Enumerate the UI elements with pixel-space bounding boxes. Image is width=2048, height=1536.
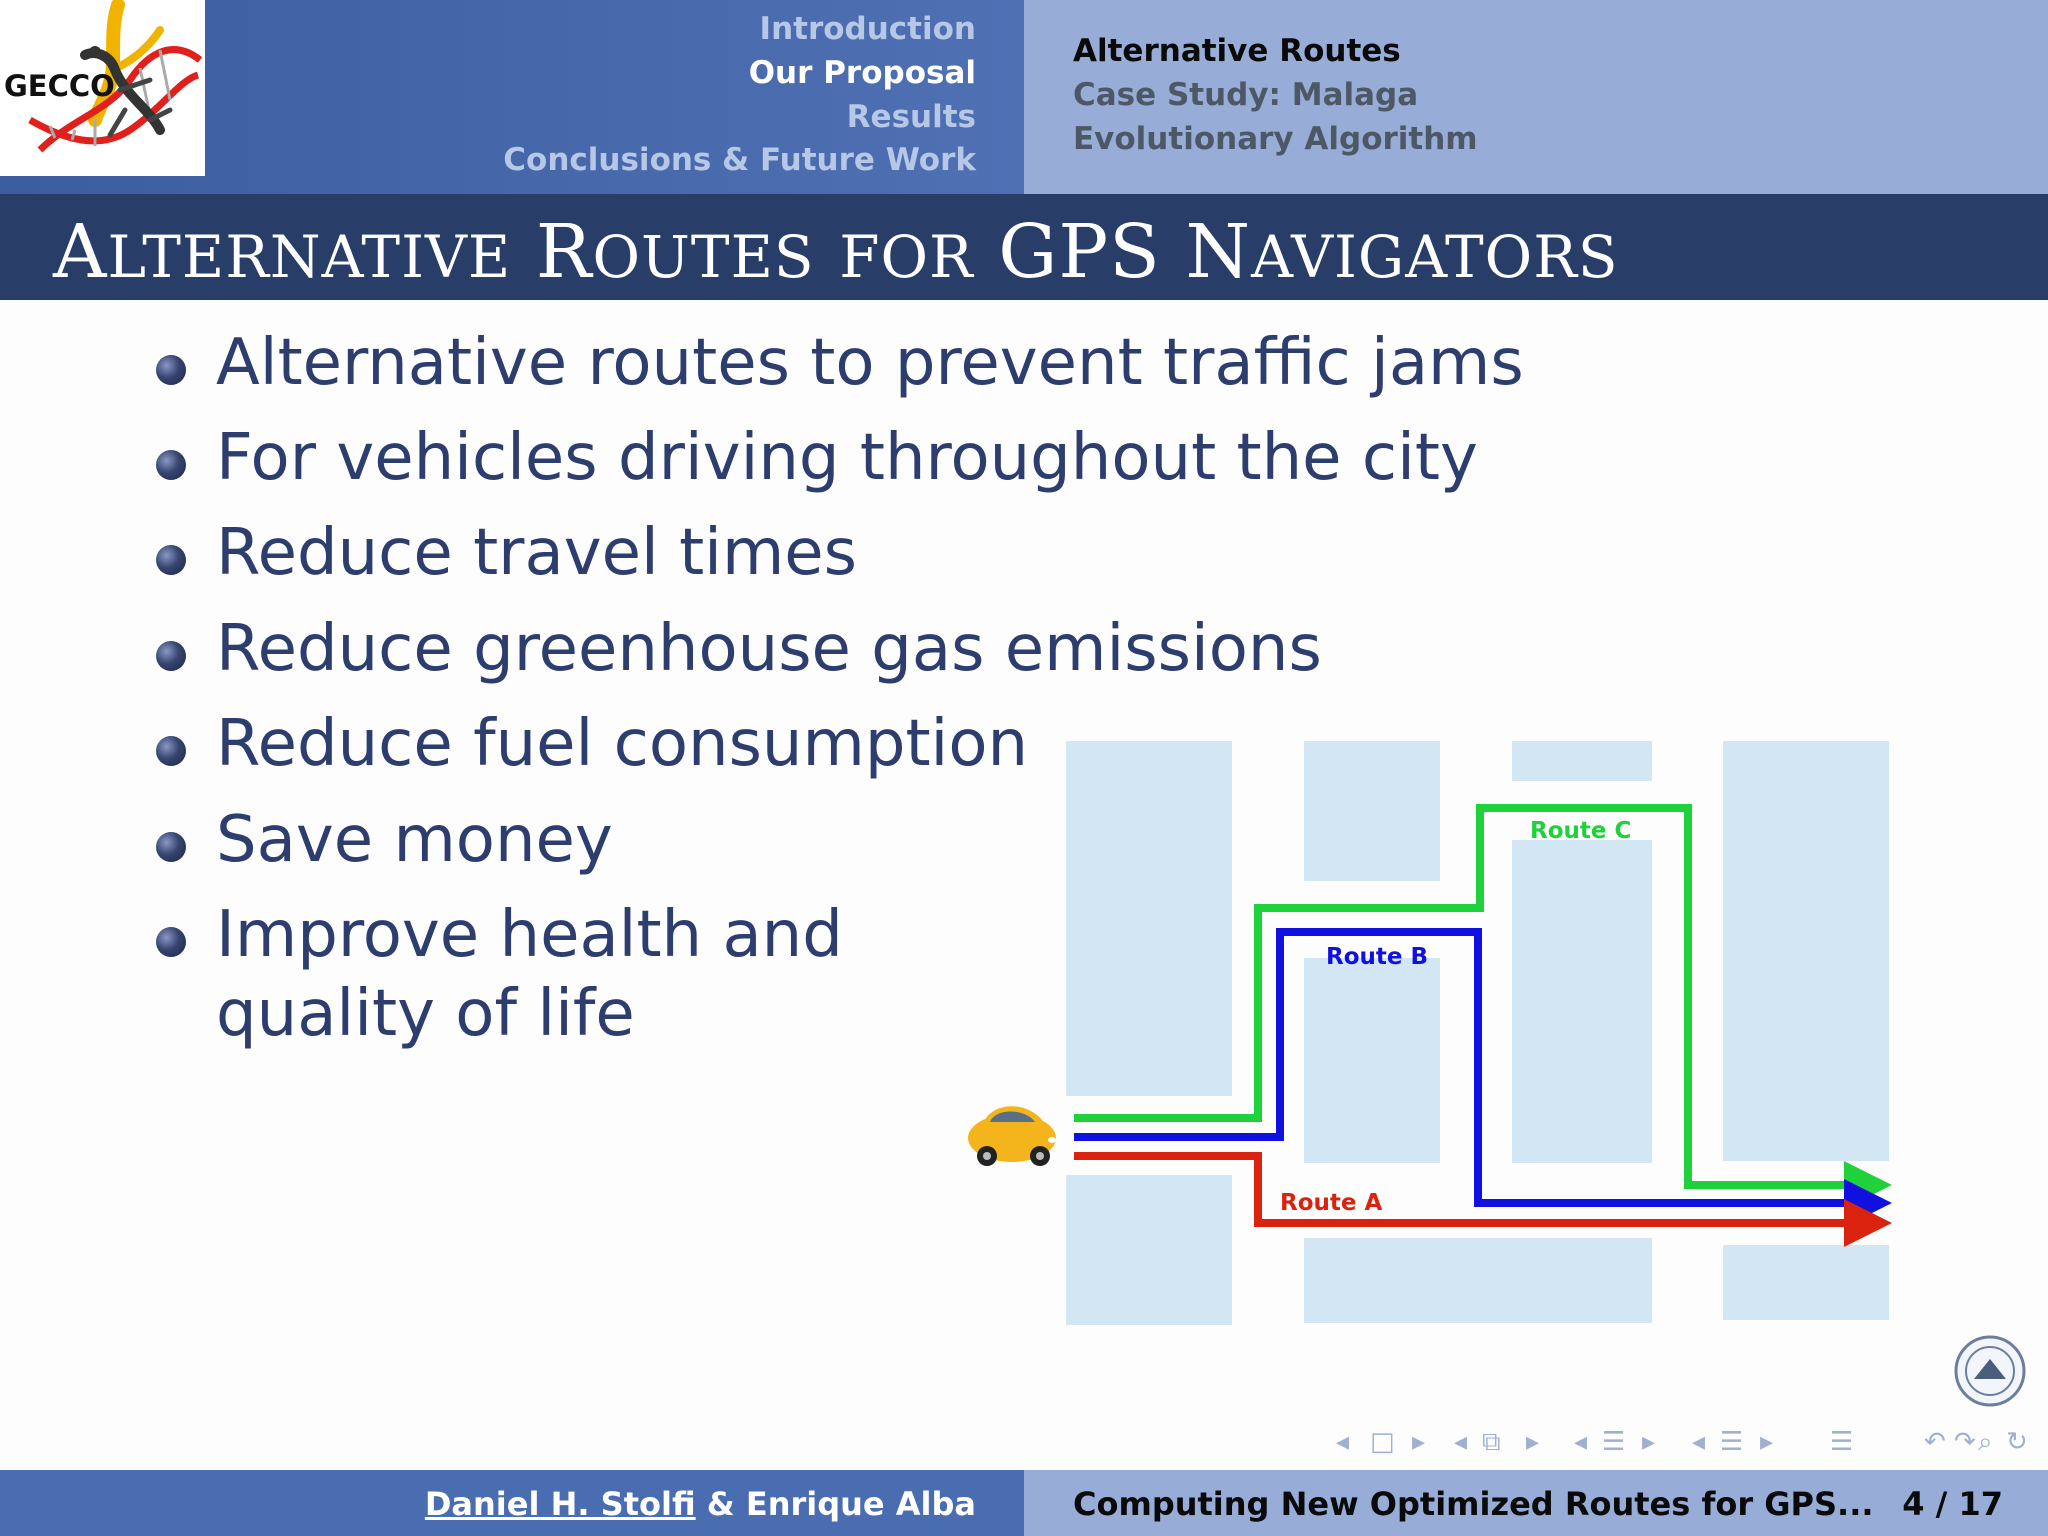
footer-author-rest: & Enrique Alba: [695, 1485, 976, 1523]
beamer-navigation-bar: [1330, 1422, 2030, 1462]
nav-subsection-evolutionary-algorithm[interactable]: Evolutionary Algorithm: [1073, 121, 1478, 157]
bullet-text-7-continued: quality of life: [216, 977, 635, 1051]
bullet-icon: [156, 355, 186, 385]
nav-doc-icon[interactable]: ☰: [1720, 1427, 1744, 1457]
bullet-icon: [156, 641, 186, 671]
city-block: [1304, 1238, 1652, 1323]
bullet-icon: [156, 927, 186, 957]
city-block: [1512, 840, 1652, 1163]
city-block: [1723, 741, 1889, 1161]
nav-prev-frame-icon[interactable]: ◂: [1336, 1427, 1350, 1457]
slide-title: ALTERNATIVE ROUTES FOR GPS NAVIGATORS: [53, 209, 1619, 295]
nav-prev-subsection-icon[interactable]: ◂: [1454, 1427, 1468, 1457]
nav-next-frame-icon[interactable]: ▸: [1412, 1427, 1426, 1457]
bullet-text-6: Save money: [216, 803, 613, 877]
bullet-text-7: Improve health and: [216, 898, 843, 972]
route-a-label: Route A: [1280, 1190, 1383, 1216]
nav-refresh-icon[interactable]: ↻: [2006, 1427, 2028, 1457]
footer-authors: [425, 1484, 976, 1524]
footer-presentation-title: Computing New Optimized Routes for GPS...: [1073, 1485, 1874, 1523]
route-c-label: Route C: [1530, 818, 1632, 844]
bullet-icon: [156, 545, 186, 575]
city-block: [1304, 741, 1440, 881]
bullet-text-5: Reduce fuel consumption: [216, 707, 1029, 781]
gecco-logo-text: GECCO: [4, 69, 115, 103]
nav-section-introduction[interactable]: Introduction: [759, 11, 976, 47]
nav-prev-doc-icon[interactable]: ◂: [1692, 1427, 1706, 1457]
bullet-text-1: Alternative routes to prevent traffic jams: [216, 326, 1524, 400]
bullet-text-4: Reduce greenhouse gas emissions: [216, 612, 1322, 686]
route-diagram: [950, 720, 1950, 1340]
nav-section-conclusions[interactable]: Conclusions & Future Work: [503, 142, 976, 178]
nav-subsection-icon[interactable]: ⧉: [1482, 1427, 1501, 1457]
nav-next-subsection-icon[interactable]: ▸: [1526, 1427, 1540, 1457]
nav-back-icon[interactable]: ↶: [1924, 1427, 1946, 1457]
nav-forward-icon[interactable]: ↷: [1954, 1427, 1976, 1457]
car-icon: [968, 1106, 1056, 1166]
nav-search-icon[interactable]: ⌕: [1978, 1427, 1993, 1457]
nav-next-section-icon[interactable]: ▸: [1642, 1427, 1656, 1457]
city-block: [1304, 958, 1440, 1163]
nav-section-our-proposal[interactable]: Our Proposal: [748, 55, 976, 91]
city-block: [1723, 1245, 1889, 1320]
nav-section-icon[interactable]: ☰: [1602, 1427, 1626, 1457]
bullet-icon: [156, 736, 186, 766]
nav-subsection-case-study[interactable]: Case Study: Malaga: [1073, 77, 1419, 113]
bullet-text-3: Reduce travel times: [216, 516, 857, 590]
footer-author-link[interactable]: Daniel H. Stolfi: [424, 1485, 696, 1523]
nav-appendix-icon[interactable]: ☰: [1830, 1427, 1854, 1457]
nav-prev-section-icon[interactable]: ◂: [1574, 1427, 1588, 1457]
bullet-icon: [156, 450, 186, 480]
city-block: [1512, 741, 1652, 781]
route-b-label: Route B: [1326, 944, 1429, 970]
nav-section-results[interactable]: Results: [846, 99, 976, 135]
university-seal-icon: [1952, 1333, 2028, 1409]
gecco-logo: [0, 0, 205, 176]
footer-page-number: 4 / 17: [1902, 1485, 2003, 1523]
city-block: [1066, 741, 1232, 1096]
nav-frame-icon[interactable]: □: [1370, 1427, 1395, 1457]
bullet-text-2: For vehicles driving throughout the city: [216, 421, 1478, 495]
bullet-icon: [156, 832, 186, 862]
nav-subsection-alternative-routes[interactable]: Alternative Routes: [1073, 33, 1401, 69]
city-block: [1066, 1175, 1232, 1325]
nav-next-doc-icon[interactable]: ▸: [1760, 1427, 1774, 1457]
